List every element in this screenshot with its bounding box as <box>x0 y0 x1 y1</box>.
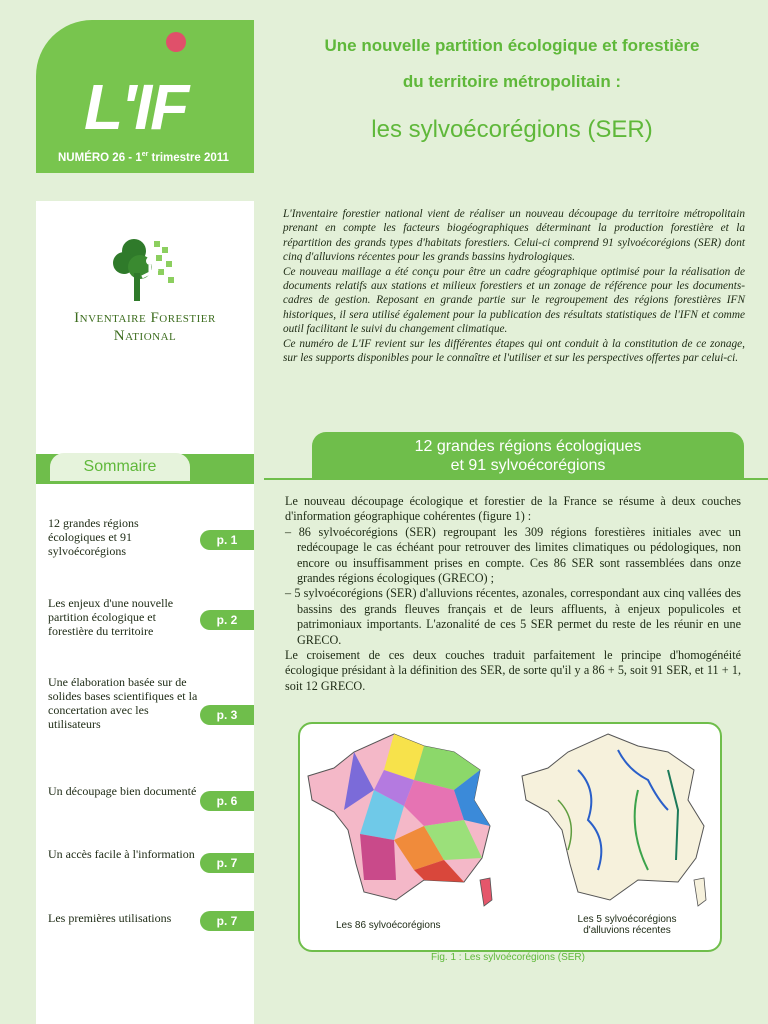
issue-label: NUMÉRO 26 - 1er trimestre 2011 <box>58 151 229 164</box>
toc-item-1[interactable]: 12 grandes régions écologiques et 91 sylvoécorégions <box>48 516 139 558</box>
map-1-caption: Les 86 sylvoécorégions <box>336 920 441 931</box>
logo-dot-icon <box>166 32 186 52</box>
toc-item-4[interactable]: Un découpage bien documenté <box>48 784 197 798</box>
toc-item-3[interactable]: Une élaboration basée sur de solides bases scientifiques et la concertation avec les utilisateurs <box>48 675 198 731</box>
toc-page-1[interactable]: p. 1 <box>200 530 254 550</box>
intro-paragraph-1: L'Inventaire forestier national vient de réaliser un nouveau découpage du territoire métropolitain prenant en compte les facteurs biogéographiques déterminant la production forestière et la répartition des grands types d'habitats forestiers. Celui-ci comprend 91 sylvoécorégions (SER) dont cinq d'alluvions récentes pour les grands bassins hydrologiques. <box>283 208 745 264</box>
toc-item-2[interactable]: Les enjeux d'une nouvelle partition écologique et forestière du territoire <box>48 596 174 638</box>
toc-item-6[interactable]: Les premières utilisations <box>48 911 172 925</box>
body-bullet-1: – 86 sylvoécorégions (SER) regroupant les 309 régions forestières initiales avec un redécoupage le cas échéant pour retrouver des limites climatiques ou pédologiques, non encore ou insuffisamment prises en compte. Ces 86 SER sont rassemblées dans onze grandes régions écologiques (GRECO) ; <box>285 524 741 586</box>
body-paragraph-2: Le croisement de ces deux couches traduit parfaitement le principe d'homogénéité écologique présidant à la définition des SER, de sorte qu'il y a 86 + 5, soit 91 SER, et 11 + 1, soit 12 GRECO. <box>285 648 741 693</box>
section-body <box>285 494 741 694</box>
title-line-2: du territoire métropolitain : <box>402 72 622 91</box>
figure-maps <box>298 722 722 952</box>
toc-page-3[interactable]: p. 3 <box>200 705 254 725</box>
org-name: Inventaire Forestier National <box>74 310 216 344</box>
section-divider <box>264 478 768 480</box>
body-bullet-2: – 5 sylvoécorégions (SER) d'alluvions récentes, azonales, correspondant aux cinq vallées des bassins des grands fleuves français et de leurs affluents, à enjeux populicoles et patrimoniaux importants. L'azonalité de ces 5 SER permet du reste de les réunir en une GRECO. <box>285 586 741 647</box>
map-2-caption: Les 5 sylvoécorégions d'alluvions récentes <box>577 914 677 936</box>
sommaire-heading: Sommaire <box>50 453 190 481</box>
body-paragraph-1: Le nouveau découpage écologique et forestier de la France se résume à deux couches d'information géographique cohérentes (figure 1) : <box>285 494 741 524</box>
if-logo-block <box>36 20 254 173</box>
main-title: les sylvoécorégions (SER) <box>371 116 653 143</box>
toc-page-4[interactable]: p. 6 <box>200 791 254 811</box>
table-of-contents <box>36 484 254 1024</box>
map-5-ser-alluvions-image <box>518 730 708 910</box>
section-heading: 12 grandes régions écologiques et 91 sylvoécorégions <box>312 432 744 480</box>
intro-paragraph-2: Ce nouveau maillage a été conçu pour être un cadre géographique optimisé pour la réalisation de documents relatifs aux stations et milieux forestiers et un zonage de référence pour les documents-cadres de gestion. Reposant en grande partie sur le regroupement des régions forestières IFN historiques, il sera utilisé également pour la publication des résultats statistiques de l'IFN et comme outil facilitant le suivi du changement climatique. <box>283 265 745 336</box>
toc-page-6[interactable]: p. 7 <box>200 911 254 931</box>
intro-paragraph-3: Ce numéro de L'IF revient sur les différentes étapes qui ont conduit à la constitution de ce zonage, sur les supports disponibles pour le connaître et l'utiliser et sur les perspectives offertes par celui-ci. <box>283 337 745 365</box>
map-86-ser-image <box>304 730 494 910</box>
intro-text <box>283 207 745 365</box>
ifn-logo-panel <box>36 201 254 454</box>
ifn-tree-logo-icon <box>112 233 182 307</box>
sidebar <box>36 201 254 1024</box>
toc-item-5[interactable]: Un accès facile à l'information <box>48 847 195 861</box>
toc-page-5[interactable]: p. 7 <box>200 853 254 873</box>
figure-caption: Fig. 1 : Les sylvoécorégions (SER) <box>431 952 585 963</box>
toc-page-2[interactable]: p. 2 <box>200 610 254 630</box>
if-logo: L'IF <box>84 71 188 143</box>
title-line-1: Une nouvelle partition écologique et forestière <box>324 36 700 55</box>
